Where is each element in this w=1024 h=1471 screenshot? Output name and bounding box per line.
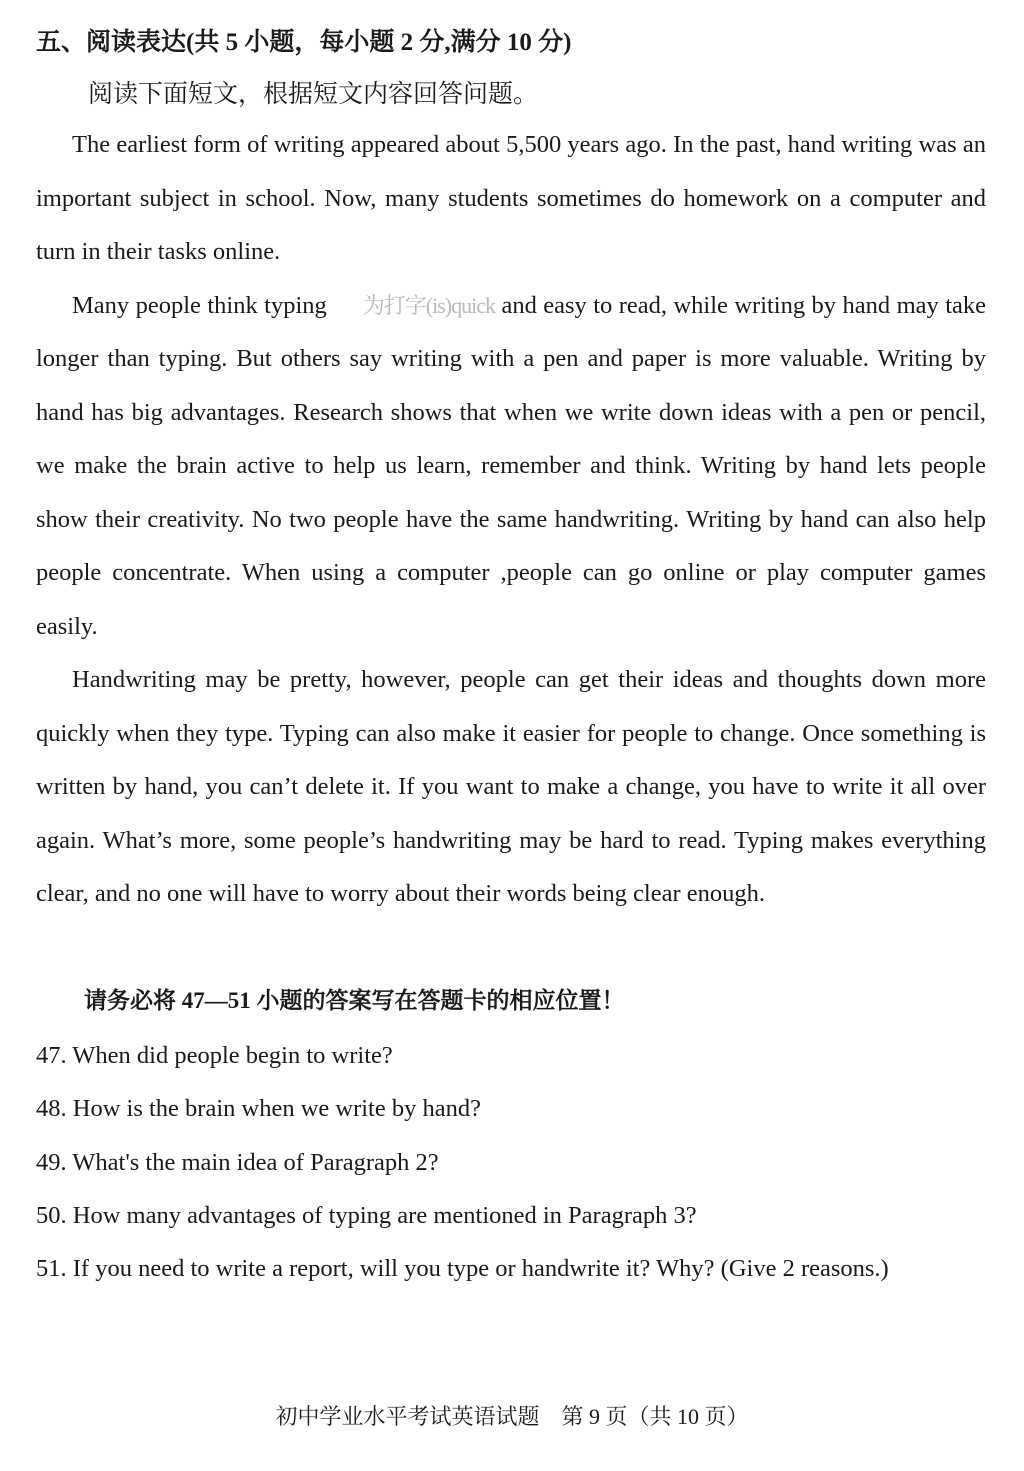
question-48: 48. How is the brain when we write by hand? [36,1095,481,1123]
paragraph-2-rest: and easy to read, while writing by hand may take longer than typing. But others say writing with a pen and paper is more valuable. Writing by hand has big advantages. Research shows that when we write down ideas with a pen or pencil, we make the brain active to help us learn, remember and think. Writing by hand lets people show their creativity. No two people have the same handwriting. Writing by hand can also help people concentrate. When using a computer ,people can go online or play computer games easily. [36,291,986,640]
question-47: 47. When did people begin to write? [36,1042,393,1069]
paragraph-2-start: Many people think typing [72,291,327,319]
section-instruction: 阅读下面短文，根据短文内容回答问题。 [88,81,539,108]
question-list [36,1029,996,1295]
paragraph-3: Handwriting may be pretty, however, people can get their ideas and thoughts down more quickly when they type. Typing can also make it easier for people to change. Once something is written by hand, you can’t delete it. If you want to make a change, you have to write it all over again. What’s more, some people’s handwriting may be hard to read. Typing makes everything clear, and no one will have to worry about their words being clear enough. [36,666,986,907]
question-50: 50. How many advantages of typing are mentioned in Paragraph 3? [36,1201,697,1229]
section-title: 五、阅读表达(共 5 小题，每小题 2 分,满分 10 分) [36,29,572,56]
question-51: 51. If you need to write a report, will you type or handwrite it? Why? (Give 2 reasons.) [36,1255,889,1283]
page-footer: 初中学业水平考试英语试题 第 9 页（共 10 页） [275,1404,749,1429]
question-49: 49. What's the main idea of Paragraph 2? [36,1148,439,1176]
answer-notice: 请务必将 47—51 小题的答案写在答题卡的相应位置！ [84,988,625,1013]
reading-passage [36,118,986,921]
paragraph-1: The earliest form of writing appeared about 5,500 years ago. In the past, hand writing was an important subject in school. Now, many students sometimes do homework on a computer and turn in their tasks online. [36,131,986,265]
watermark-overlay: 为打字(is)quick [362,292,495,318]
paragraph-2 [36,279,986,654]
